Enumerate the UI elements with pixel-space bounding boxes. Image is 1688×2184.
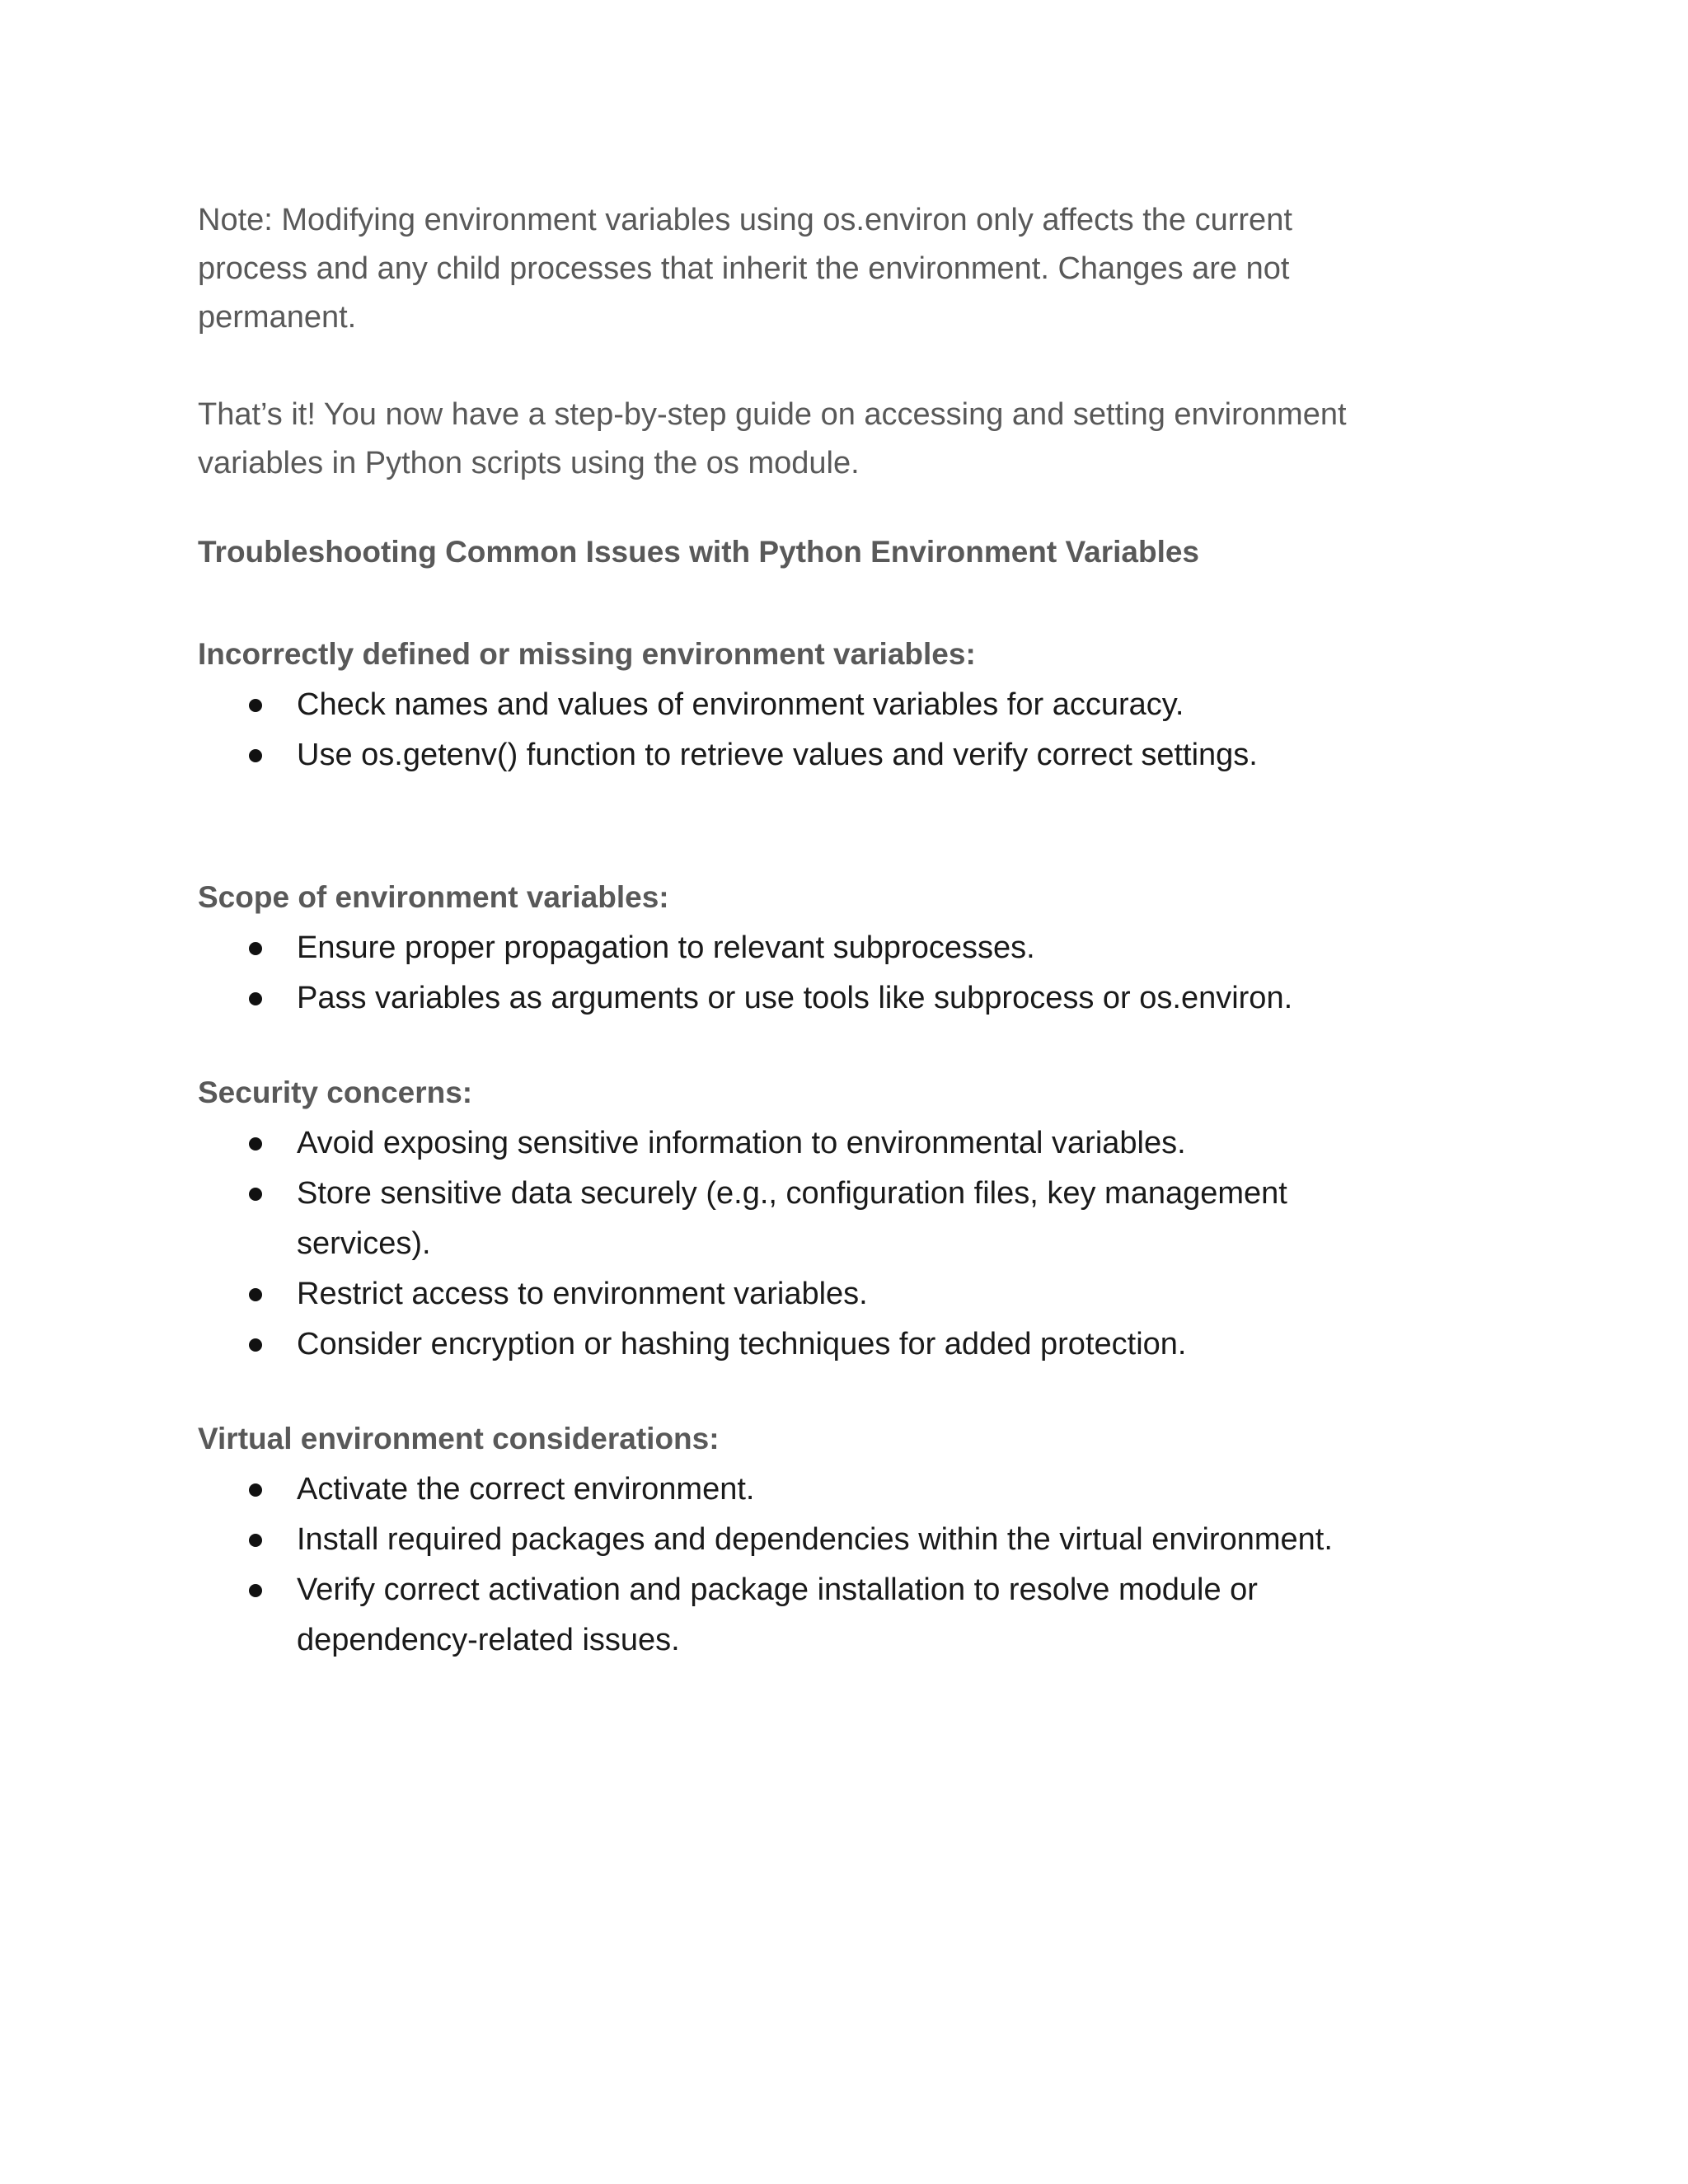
list-item bbox=[198, 1319, 1484, 1370]
bullet-icon bbox=[249, 1483, 262, 1497]
bullet-list bbox=[198, 923, 1484, 1024]
bullet-icon bbox=[249, 992, 262, 1005]
bullet-icon bbox=[249, 1584, 262, 1597]
bullet-icon bbox=[249, 1338, 262, 1352]
section-heading: Scope of environment variables: bbox=[198, 880, 669, 914]
list-item bbox=[198, 1269, 1484, 1319]
section-heading: Virtual environment considerations: bbox=[198, 1422, 720, 1455]
summary-line: That’s it! You now have a step-by-step guide on accessing and setting environment bbox=[198, 397, 1347, 432]
bullet-icon bbox=[249, 1188, 262, 1201]
list-item bbox=[198, 1515, 1484, 1565]
list-item-text: Pass variables as arguments or use tools like subprocess or os.environ. bbox=[297, 981, 1293, 1015]
list-item bbox=[198, 973, 1484, 1024]
list-item-text: Activate the correct environment. bbox=[297, 1472, 755, 1507]
list-item bbox=[198, 730, 1484, 780]
list-item-text: services). bbox=[297, 1226, 431, 1261]
note-line: process and any child processes that inherit the environment. Changes are not bbox=[198, 251, 1290, 286]
list-item-text: Consider encryption or hashing techniques for added protection. bbox=[297, 1327, 1187, 1361]
list-item-text: Use os.getenv() function to retrieve values and verify correct settings. bbox=[297, 738, 1258, 772]
list-item bbox=[198, 1565, 1484, 1666]
document-body bbox=[198, 196, 1484, 1666]
bullet-icon bbox=[249, 1534, 262, 1547]
bullet-list bbox=[198, 1118, 1484, 1370]
section-heading: Security concerns: bbox=[198, 1076, 473, 1109]
bullet-icon bbox=[249, 699, 262, 712]
note-paragraph bbox=[198, 196, 1484, 342]
bullet-list bbox=[198, 1465, 1484, 1666]
list-item bbox=[198, 1465, 1484, 1515]
bullet-list bbox=[198, 680, 1484, 780]
list-item-text: Store sensitive data securely (e.g., configuration files, key management bbox=[297, 1176, 1287, 1211]
list-item bbox=[198, 1169, 1484, 1269]
note-line: Note: Modifying environment variables using os.environ only affects the current bbox=[198, 203, 1292, 237]
list-item-text: dependency-related issues. bbox=[297, 1623, 680, 1657]
bullet-icon bbox=[249, 942, 262, 955]
note-line: permanent. bbox=[198, 300, 357, 335]
list-item-text: Avoid exposing sensitive information to environmental variables. bbox=[297, 1126, 1186, 1160]
bullet-icon bbox=[249, 749, 262, 762]
list-item-text: Install required packages and dependencies within the virtual environment. bbox=[297, 1522, 1333, 1557]
summary-line: variables in Python scripts using the os module. bbox=[198, 446, 860, 480]
list-item-text: Check names and values of environment variables for accuracy. bbox=[297, 687, 1184, 722]
list-item bbox=[198, 680, 1484, 730]
list-item bbox=[198, 923, 1484, 973]
list-item-text: Ensure proper propagation to relevant subprocesses. bbox=[297, 930, 1035, 965]
main-heading: Troubleshooting Common Issues with Python Environment Variables bbox=[198, 535, 1200, 569]
bullet-icon bbox=[249, 1137, 262, 1151]
list-item bbox=[198, 1118, 1484, 1169]
bullet-icon bbox=[249, 1288, 262, 1301]
list-item-text: Restrict access to environment variables. bbox=[297, 1277, 868, 1311]
summary-paragraph bbox=[198, 391, 1484, 488]
section-heading: Incorrectly defined or missing environment variables: bbox=[198, 637, 976, 671]
list-item-text: Verify correct activation and package installation to resolve module or bbox=[297, 1572, 1258, 1607]
